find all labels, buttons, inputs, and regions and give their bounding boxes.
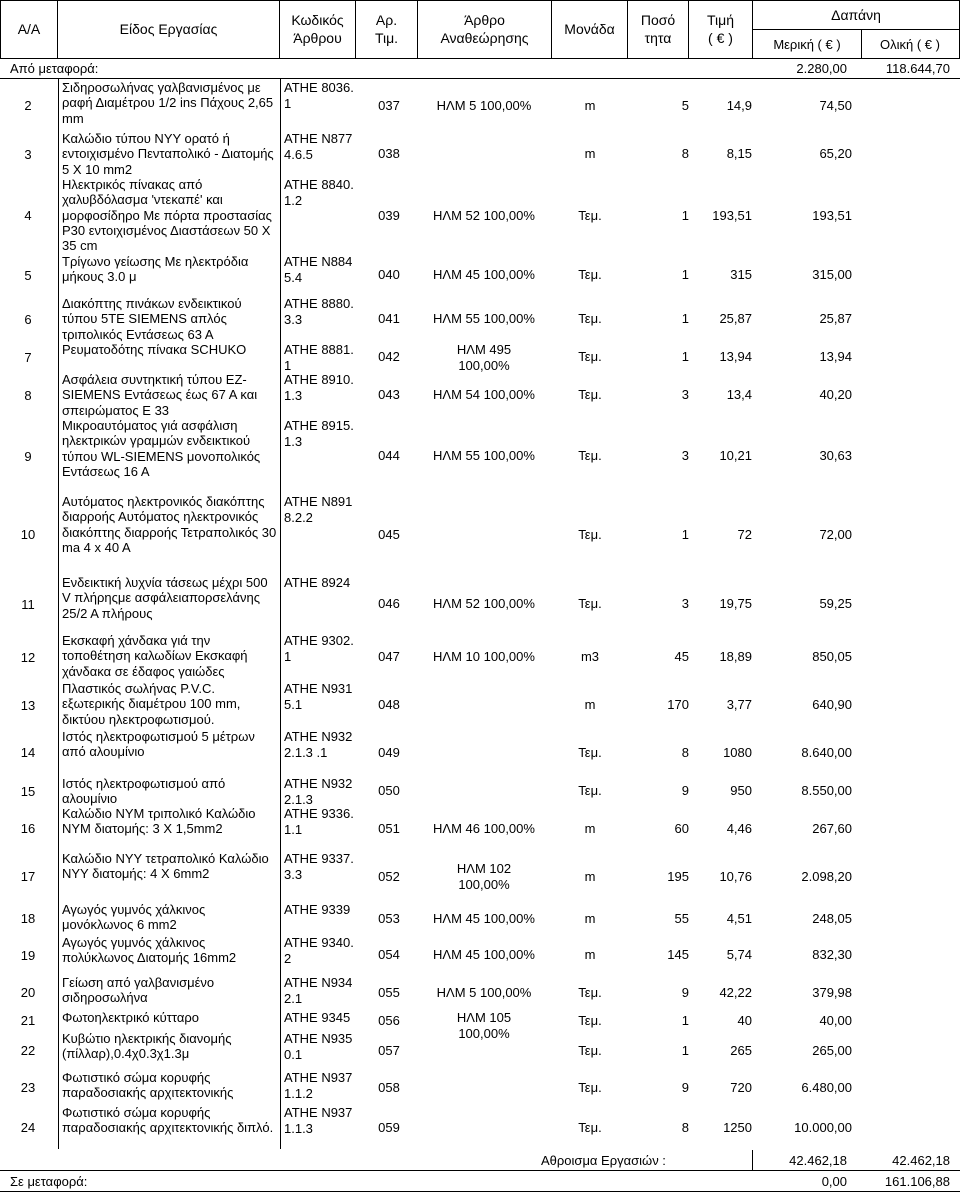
quantity: 1 (681, 527, 689, 542)
unit-price: 1250 (723, 1120, 752, 1135)
item-number: 17 (20, 869, 36, 884)
quantity: 1 (681, 311, 689, 326)
partial-cost: 13,94 (819, 349, 852, 364)
header-unit (552, 1, 628, 58)
revision-article: ΗΛΜ 52 100,00% (433, 208, 535, 223)
quantity: 170 (667, 697, 689, 712)
article-code: ΑΤΗΕ 9337.3.3 (284, 851, 354, 882)
item-number: 14 (20, 745, 36, 760)
unit-price: 10,21 (719, 448, 752, 463)
quantity: 5 (681, 98, 689, 113)
revision-article: ΗΛΜ 10 100,00% (433, 649, 535, 664)
unit: Τεμ. (578, 527, 602, 542)
header-rev-line2: Αναθεώρησης (440, 29, 529, 46)
unit-price: 72 (737, 527, 752, 542)
price-number: 057 (378, 1043, 400, 1058)
table-row (0, 1031, 960, 1070)
quantity: 1 (681, 1043, 689, 1058)
unit: m (584, 911, 596, 926)
unit-price: 3,77 (726, 697, 752, 712)
partial-cost: 379,98 (812, 985, 852, 1000)
partial-cost: 267,60 (812, 821, 852, 836)
unit-price: 40 (737, 1013, 752, 1028)
price-number: 051 (378, 821, 400, 836)
work-description: Φωτιστικό σώμα κορυφής παραδοσιακής αρχιτεκτονικής (62, 1070, 234, 1101)
table-row (0, 342, 960, 372)
revision-article: ΗΛΜ 45 100,00% (433, 267, 535, 282)
unit: m (584, 869, 596, 884)
quantity: 3 (681, 596, 689, 611)
table-row (0, 418, 960, 494)
price-number: 037 (378, 98, 400, 113)
unit: m (584, 821, 596, 836)
unit-price: 25,87 (719, 311, 752, 326)
article-code: ΑΤΗΕ Ν9342.1 (284, 975, 353, 1006)
quantity: 3 (681, 387, 689, 402)
article-code: ΑΤΗΕ Ν9322.1.3 .1 (284, 729, 353, 760)
work-description: Σιδηροσωλήνας γαλβανισμένος με ραφή Διαμέτρου 1/2 ins Πάχους 2,65 mm (62, 80, 274, 126)
unit: Τεμ. (578, 208, 602, 223)
header-qty-line2: τητα (644, 29, 672, 46)
item-number: 2 (24, 98, 32, 113)
revision-article: ΗΛΜ 102 100,00% (456, 861, 512, 892)
unit: Τεμ. (578, 267, 602, 282)
carry-in-label: Από μεταφορά: (10, 61, 99, 76)
article-code: ΑΤΗΕ Ν9371.1.3 (284, 1105, 353, 1136)
article-code: ΑΤΗΕ 9302.1 (284, 633, 354, 664)
partial-cost: 640,90 (812, 697, 852, 712)
unit-price: 13,4 (726, 387, 752, 402)
partial-cost: 40,20 (819, 387, 852, 402)
table-row (0, 254, 960, 296)
summary-total: 42.462,18 (892, 1153, 950, 1168)
work-description: Καλώδιο ΝΥΥ τετραπολικό Καλώδιο ΝΥΥ διατομής: 4 Χ 6mm2 (62, 851, 269, 882)
header-code (280, 1, 356, 58)
table-row (0, 776, 960, 806)
work-description: Φωτοηλεκτρικό κύτταρο (62, 1010, 199, 1025)
work-description: Αυτόματος ηλεκτρονικός διακόπτης διαρροής Αυτόματος ηλεκτρονικός διακόπτης διαρροής Τετραπολικός 30 ma 4 x 40 A (62, 494, 277, 555)
article-code: ΑΤΗΕ 8840.1.2 (284, 177, 354, 208)
price-number: 043 (378, 387, 400, 402)
item-number: 10 (20, 527, 36, 542)
header-ar-line1: Αρ. (375, 12, 398, 28)
quantity: 55 (674, 911, 689, 926)
unit: m (584, 146, 596, 161)
revision-article: ΗΛΜ 495 100,00% (456, 342, 512, 373)
column-divider (752, 1150, 753, 1170)
work-description: Ενδεικτική λυχνία τάσεως μέχρι 500 V πλήρηςμε ασφάλειαπορσελάνης 25/2 Α πλήρους (62, 575, 268, 621)
header-qty (628, 1, 689, 58)
revision-article: ΗΛΜ 46 100,00% (433, 821, 535, 836)
table-row (0, 296, 960, 342)
partial-cost: 59,25 (819, 596, 852, 611)
price-number: 045 (378, 527, 400, 542)
price-number: 047 (378, 649, 400, 664)
header-aa-label: Α/Α (17, 20, 41, 37)
table-row (0, 633, 960, 681)
revision-article: ΗΛΜ 5 100,00% (436, 98, 532, 113)
unit: Τεμ. (578, 1043, 602, 1058)
table-row (0, 1070, 960, 1105)
partial-cost: 832,30 (812, 947, 852, 962)
unit-price: 1080 (723, 745, 752, 760)
price-number: 046 (378, 596, 400, 611)
quantity: 8 (681, 146, 689, 161)
revision-article: ΗΛΜ 55 100,00% (433, 448, 535, 463)
article-code: ΑΤΗΕ 9339 (284, 902, 351, 917)
price-number: 056 (378, 1013, 400, 1028)
header-aa (0, 1, 58, 58)
header-code-line1: Κωδικός (291, 12, 344, 28)
item-number: 12 (20, 649, 36, 665)
work-description: Ασφάλεια συντηκτική τύπου EZ-SIEMENS Εντάσεως έως 67 Α και σπειρώματος Ε 33 (62, 372, 258, 418)
item-number: 18 (20, 911, 36, 926)
unit-price: 13,94 (719, 349, 752, 364)
unit-price: 19,75 (719, 596, 752, 611)
table-row (0, 902, 960, 935)
header-price-line2: ( € ) (708, 29, 733, 46)
item-number: 13 (20, 697, 36, 713)
price-number: 059 (378, 1120, 400, 1135)
work-description: Εκσκαφή χάνδακα γιά την τοποθέτηση καλωδίων Εκσκαφή χάνδακα σε έδαφος γαιώδες (62, 633, 248, 679)
carry-in-row (0, 58, 960, 79)
table-row (0, 131, 960, 177)
item-number: 4 (24, 208, 32, 223)
unit-price: 14,9 (726, 98, 752, 113)
work-description: Αγωγός γυμνός χάλκινος μονόκλωνος 6 mm2 (62, 902, 206, 933)
article-code: ΑΤΗΕ Ν9315.1 (284, 681, 353, 712)
quantity: 195 (667, 869, 689, 884)
unit: Τεμ. (578, 783, 602, 798)
price-number: 042 (378, 349, 400, 364)
price-number: 048 (378, 697, 400, 712)
quantity: 60 (674, 821, 689, 836)
header-qty-line1: Ποσό (640, 12, 676, 28)
partial-cost: 65,20 (819, 146, 852, 161)
quantity: 145 (667, 947, 689, 962)
revision-article: ΗΛΜ 5 100,00% (436, 985, 532, 1000)
unit-price: 42,22 (719, 985, 752, 1000)
header-price (689, 1, 753, 58)
unit: m (584, 697, 596, 712)
header-partial-label: Μερική ( € ) (753, 30, 862, 58)
partial-cost: 40,00 (819, 1013, 852, 1028)
item-number: 16 (20, 821, 36, 836)
carry-out-total: 161.106,88 (884, 1174, 950, 1189)
revision-article: ΗΛΜ 55 100,00% (433, 311, 535, 326)
partial-cost: 30,63 (819, 448, 852, 463)
work-description: Ιστός ηλεκτροφωτισμού από αλουμίνιο (62, 776, 226, 807)
unit-price: 315 (730, 267, 752, 282)
header-ar-line2: Τιμ. (374, 29, 399, 46)
article-code: ΑΤΗΕ Ν9371.1.2 (284, 1070, 353, 1101)
revision-article: ΗΛΜ 45 100,00% (433, 911, 535, 926)
table-row (0, 575, 960, 633)
quantity: 9 (681, 985, 689, 1000)
work-description: Διακόπτης πινάκων ενδεικτικού τύπου 5ΤΕ SIEMENS απλός τριπολικός Εντάσεως 63 Α (62, 296, 242, 342)
work-description: Καλώδιο τύπου ΝΥΥ ορατό ή εντοιχισμένο Πενταπολικό - Διατομής 5 Χ 10 mm2 (62, 131, 274, 177)
item-number: 20 (20, 985, 36, 1000)
item-number: 3 (24, 146, 32, 162)
unit-price: 5,74 (726, 947, 752, 962)
item-number: 22 (20, 1043, 36, 1058)
work-description: Γείωση από γαλβανισμένο σιδηροσωλήνα (62, 975, 215, 1006)
unit: Τεμ. (578, 1013, 602, 1028)
work-description: Πλαστικός σωλήνας P.V.C. εξωτερικής διαμέτρου 100 mm, δικτύου ηλεκτροφωτισμού. (62, 681, 241, 727)
article-code: ΑΤΗΕ 8924 (284, 575, 351, 590)
item-number: 11 (21, 596, 35, 612)
header-rev-line1: Άρθρο (464, 12, 505, 28)
unit: Τεμ. (578, 596, 602, 611)
article-code: ΑΤΗΕ Ν8918.2.2 (284, 494, 353, 525)
item-number: 8 (24, 387, 32, 403)
header-expense-label: Δαπάνη (753, 1, 959, 30)
partial-cost: 315,00 (812, 267, 852, 282)
table-header (0, 0, 960, 59)
item-number: 19 (20, 947, 36, 963)
header-unit-label: Μονάδα (564, 20, 615, 37)
table-row (0, 975, 960, 1010)
price-number: 040 (378, 267, 400, 282)
work-description: Ρευματοδότης πίνακα SCHUKO (62, 342, 247, 357)
article-code: ΑΤΗΕ 8881.1 (284, 342, 354, 373)
quantity: 1 (681, 267, 689, 282)
price-number: 052 (378, 869, 400, 884)
price-number: 050 (378, 783, 400, 798)
revision-article: ΗΛΜ 105 100,00% (456, 1010, 512, 1041)
work-description: Αγωγός γυμνός χάλκινος πολύκλωνος Διατομής 16mm2 (62, 935, 237, 966)
unit-price: 4,51 (726, 911, 752, 926)
article-code: ΑΤΗΕ 9340.2 (284, 935, 354, 966)
price-number: 044 (378, 448, 400, 463)
table-row (0, 1010, 960, 1041)
header-rev (418, 1, 552, 58)
partial-cost: 248,05 (812, 911, 852, 926)
quantity: 8 (681, 745, 689, 760)
article-code: ΑΤΗΕ 8880.3.3 (284, 296, 354, 327)
work-description: Μικροαυτόματος γιά ασφάλιση ηλεκτρικών γραμμών ενδεικτικού τύπου WL-SIEMENS μονοπολικός Εντάσεως 16 Α (62, 418, 261, 479)
partial-cost: 8.640,00 (801, 745, 852, 760)
summary-label: Αθροισμα Εργασιών : (541, 1153, 666, 1168)
table-row (0, 1105, 960, 1150)
price-number: 058 (378, 1080, 400, 1095)
unit: Τεμ. (578, 311, 602, 326)
article-code: ΑΤΗΕ 9336.1.1 (284, 806, 354, 837)
table-row (0, 681, 960, 729)
revision-article: ΗΛΜ 52 100,00% (433, 596, 535, 611)
unit: Τεμ. (578, 1120, 602, 1135)
work-description: Τρίγωνο γείωσης Με ηλεκτρόδια μήκους 3.0 μ (62, 254, 249, 285)
quantity: 9 (681, 783, 689, 798)
revision-article: ΗΛΜ 54 100,00% (433, 387, 535, 402)
unit-price: 18,89 (719, 649, 752, 664)
quantity: 45 (674, 649, 689, 664)
carry-out-partial: 0,00 (821, 1174, 847, 1189)
item-number: 24 (20, 1120, 36, 1135)
header-expense (753, 1, 960, 58)
partial-cost: 72,00 (819, 527, 852, 542)
item-number: 21 (20, 1013, 36, 1028)
unit-price: 10,76 (719, 869, 752, 884)
item-number: 23 (20, 1080, 36, 1095)
partial-cost: 74,50 (819, 98, 852, 113)
header-total-label: Ολική ( € ) (880, 36, 940, 52)
work-description: Κυβώτιο ηλεκτρικής διανομής (πίλλαρ),0.4χ0.3χ1.3μ (62, 1031, 232, 1062)
carry-out-label: Σε μεταφορά: (10, 1174, 88, 1189)
price-number: 038 (378, 146, 400, 161)
unit: Τεμ. (578, 349, 602, 364)
quantity: 9 (681, 1080, 689, 1095)
unit: m3 (580, 649, 600, 664)
unit: Τεμ. (578, 387, 602, 402)
table-row (0, 177, 960, 254)
article-code: ΑΤΗΕ 9345 (284, 1010, 351, 1025)
table-row (0, 806, 960, 851)
unit: m (584, 947, 596, 962)
price-number: 041 (378, 311, 400, 326)
partial-cost: 193,51 (812, 208, 852, 223)
table-row (0, 729, 960, 776)
partial-cost: 10.000,00 (794, 1120, 852, 1135)
table-row (0, 80, 960, 131)
unit: Τεμ. (578, 1080, 602, 1095)
article-code: ΑΤΗΕ Ν8774.6.5 (284, 131, 353, 162)
header-code-line2: Άρθρου (293, 29, 342, 46)
work-description: Ιστός ηλεκτροφωτισμού 5 μέτρων από αλουμίνιο (62, 729, 255, 760)
header-desc (58, 1, 280, 58)
partial-cost: 6.480,00 (801, 1080, 852, 1095)
unit: Τεμ. (578, 745, 602, 760)
item-number: 9 (24, 448, 32, 464)
table-row (0, 372, 960, 418)
header-ar (356, 1, 418, 58)
header-price-line1: Τιμή (707, 12, 734, 28)
item-number: 15 (20, 783, 36, 799)
carry-out-row (0, 1170, 960, 1192)
quantity: 1 (681, 349, 689, 364)
price-number: 053 (378, 911, 400, 926)
article-code: ΑΤΗΕ Ν9322.1.3 (284, 776, 353, 807)
unit-price: 8,15 (726, 146, 752, 161)
header-desc-label: Είδος Εργασίας (119, 20, 218, 37)
summary-row (0, 1150, 960, 1170)
article-code: ΑΤΗΕ 8036.1 (284, 80, 354, 111)
price-number: 049 (378, 745, 400, 760)
work-description: Καλώδιο ΝΥΜ τριπολικό Καλώδιο ΝΥΜ διατομής: 3 Χ 1,5mm2 (62, 806, 256, 837)
partial-cost: 25,87 (819, 311, 852, 326)
article-code: ΑΤΗΕ Ν8845.4 (284, 254, 353, 285)
partial-cost: 2.098,20 (801, 869, 852, 884)
quantity: 1 (681, 208, 689, 223)
unit-price: 193,51 (712, 208, 752, 223)
partial-cost: 265,00 (812, 1043, 852, 1058)
article-code: ΑΤΗΕ 8910.1.3 (284, 372, 354, 403)
table-row (0, 935, 960, 975)
article-code: ΑΤΗΕ Ν9350.1 (284, 1031, 353, 1062)
table-row (0, 851, 960, 902)
quantity: 1 (681, 1013, 689, 1028)
carry-in-partial: 2.280,00 (796, 61, 847, 76)
item-number: 5 (24, 267, 32, 283)
work-description: Ηλεκτρικός πίνακας από χαλυβδόλασμα 'ντεκαπέ' και μορφοσίδηρο Με πόρτα προστασίας Ρ30 εντοιχισμένος Διαστάσεων 50 Χ 35 cm (62, 177, 272, 254)
summary-partial: 42.462,18 (789, 1153, 847, 1168)
quantity: 3 (681, 448, 689, 463)
partial-cost: 8.550,00 (801, 783, 852, 798)
unit: Τεμ. (578, 985, 602, 1000)
unit: Τεμ. (578, 448, 602, 463)
carry-in-total: 118.644,70 (885, 61, 950, 76)
unit: m (584, 98, 596, 113)
price-number: 055 (378, 985, 400, 1000)
revision-article: ΗΛΜ 45 100,00% (433, 947, 535, 962)
item-number: 7 (24, 349, 32, 365)
work-description: Φωτιστικό σώμα κορυφής παραδοσιακής αρχιτεκτονικής διπλό. (62, 1105, 274, 1136)
article-code: ΑΤΗΕ 8915.1.3 (284, 418, 354, 449)
price-number: 054 (378, 947, 400, 962)
price-number: 039 (378, 208, 400, 223)
table-row (0, 494, 960, 575)
partial-cost: 850,05 (812, 649, 852, 664)
unit-price: 950 (730, 783, 752, 798)
unit-price: 720 (730, 1080, 752, 1095)
unit-price: 265 (730, 1043, 752, 1058)
item-number: 6 (24, 311, 32, 327)
unit-price: 4,46 (726, 821, 752, 836)
quantity: 8 (681, 1120, 689, 1135)
